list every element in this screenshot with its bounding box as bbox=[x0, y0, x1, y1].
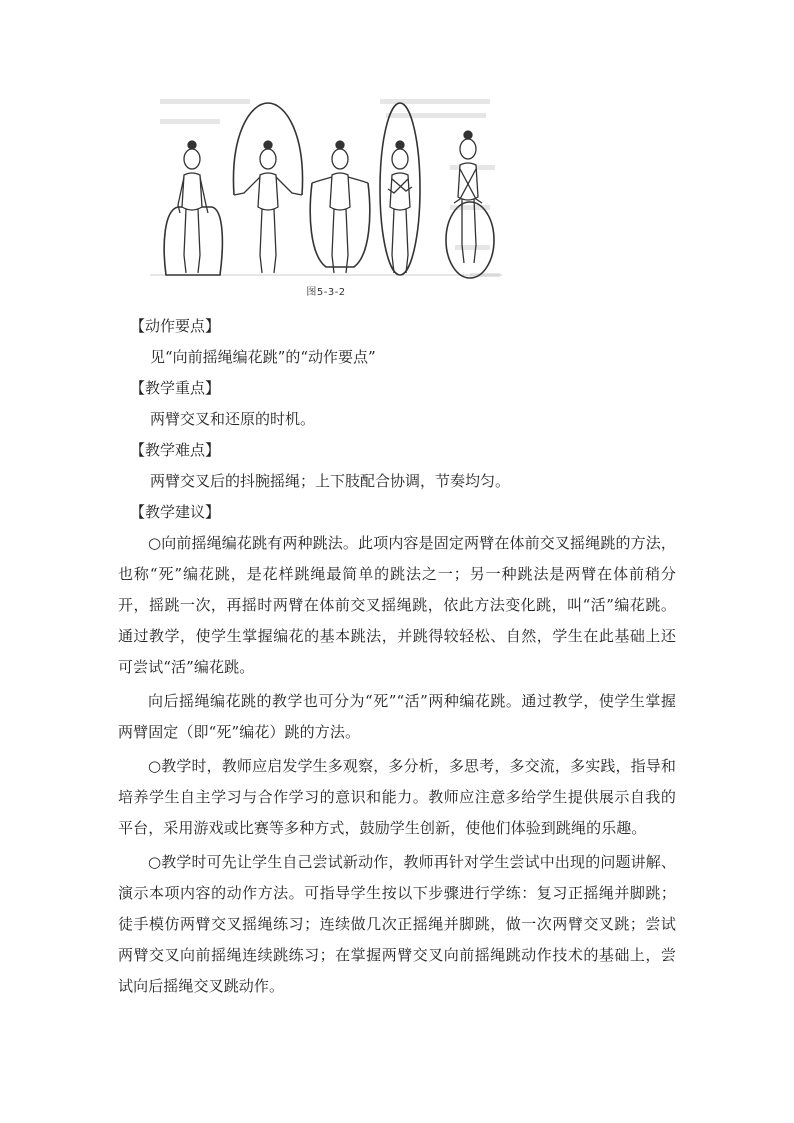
jump-rope-illustration bbox=[150, 95, 502, 280]
focus-heading: 【教学重点】 bbox=[130, 379, 221, 397]
paragraph-1: ○向前摇绳编花跳有两种跳法。此项内容是固定两臂在体前交叉摇绳跳的方法，也称“死”编花跳，是花样跳绳最简单的跳法之一；另一种跳法是两臂在体前稍分开，摇跳一次，再摇时两臂在体前交叉摇绳跳，依此方法变化跳，叫“活”编花跳。通过教学，使学生掌握编花的基本跳法，并跳得较轻松、自然，学生在此基础上还可尝试“活”编花跳。 bbox=[118, 534, 676, 676]
jumper-figure-1 bbox=[164, 141, 222, 275]
paragraph-2: 向后摇绳编花跳的教学也可分为“死”“活”两种编花跳。通过教学，使学生掌握两臂固定（即“死”编花）跳的方法。 bbox=[118, 692, 676, 741]
jumper-figure-2 bbox=[233, 103, 302, 273]
document-body bbox=[118, 311, 676, 1005]
difficulty-heading: 【教学难点】 bbox=[130, 441, 221, 459]
difficulty-text: 两臂交叉后的抖腕摇绳；上下肢配合协调，节奏均匀。 bbox=[150, 472, 511, 490]
jump-rope-figure bbox=[150, 95, 502, 305]
points-text: 见“向前摇绳编花跳”的“动作要点” bbox=[150, 348, 376, 366]
jumper-figure-4 bbox=[380, 103, 420, 275]
background-texture bbox=[160, 99, 500, 277]
figure-caption: 图5-3-2 bbox=[306, 287, 346, 298]
focus-text: 两臂交叉和还原的时机。 bbox=[150, 410, 316, 428]
points-heading: 【动作要点】 bbox=[130, 317, 221, 335]
advice-heading: 【教学建议】 bbox=[130, 503, 221, 521]
jumper-figure-3 bbox=[310, 141, 370, 273]
paragraph-4: ○教学时可先让学生自己尝试新动作，教师再针对学生尝试中出现的问题讲解、演示本项内容的动作方法。可指导学生按以下步骤进行学练：复习正摇绳并脚跳；徒手模仿两臂交叉摇绳练习；连续做几次正摇绳并脚跳，做一次两臂交叉跳；尝试两臂交叉向前摇绳连续跳练习；在掌握两臂交叉向前摇绳跳动作技术的基础上，尝试向后摇绳交叉跳动作。 bbox=[118, 853, 676, 995]
jumper-figure-5 bbox=[446, 131, 494, 278]
paragraph-3: ○教学时，教师应启发学生多观察，多分析，多思考，多交流，多实践，指导和培养学生自主学习与合作学习的意识和能力。教师应注意多给学生提供展示自我的平台，采用游戏或比赛等多种方式，鼓励学生创新，使他们体验到跳绳的乐趣。 bbox=[118, 757, 676, 837]
